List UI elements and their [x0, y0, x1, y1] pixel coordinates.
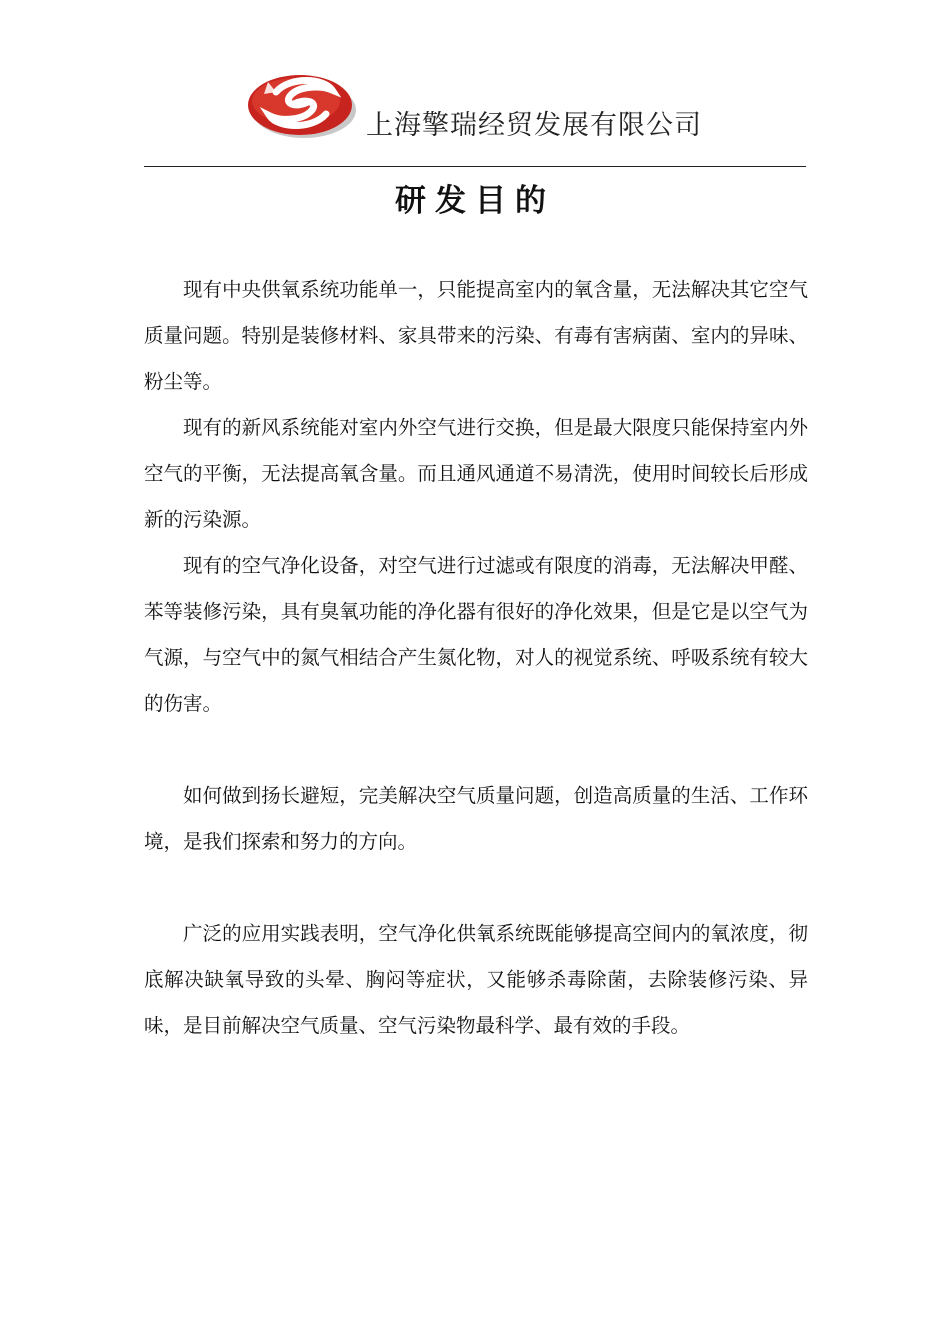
company-name: 上海擎瑞经贸发展有限公司	[366, 110, 702, 141]
company-logo-icon	[246, 70, 358, 140]
paragraph-spacer	[144, 727, 808, 773]
paragraph-direction: 如何做到扬长避短，完美解决空气质量问题，创造高质量的生活、工作环境，是我们探索和努力的方向。	[144, 784, 808, 853]
page-title: 研发目的	[395, 183, 555, 219]
paragraph-spacer	[144, 865, 808, 911]
header-divider	[144, 166, 806, 167]
paragraph-conclusion: 广泛的应用实践表明，空气净化供氧系统既能够提高空间内的氧浓度，彻底解决缺氧导致的头晕、胸闷等症状，又能够杀毒除菌，去除装修污染、异味，是目前解决空气质量、空气污染物最科学、最有效的手段。	[144, 922, 808, 1037]
paragraph-fresh-air-system: 现有的新风系统能对室内外空气进行交换，但是最大限度只能保持室内外空气的平衡，无法提高氧含量。而且通风通道不易清洗，使用时间较长后形成新的污染源。	[144, 416, 808, 531]
paragraph-central-oxygen: 现有中央供氧系统功能单一，只能提高室内的氧含量，无法解决其它空气质量问题。特别是装修材料、家具带来的污染、有毒有害病菌、室内的异味、粉尘等。	[144, 278, 808, 393]
paragraph-air-purifier: 现有的空气净化设备，对空气进行过滤或有限度的消毒，无法解决甲醛、苯等装修污染，具有臭氧功能的净化器有很好的净化效果，但是它是以空气为气源，与空气中的氮气相结合产生氮化物，对人的视觉系统、呼吸系统有较大的伤害。	[144, 554, 808, 715]
document-body	[144, 267, 808, 1049]
